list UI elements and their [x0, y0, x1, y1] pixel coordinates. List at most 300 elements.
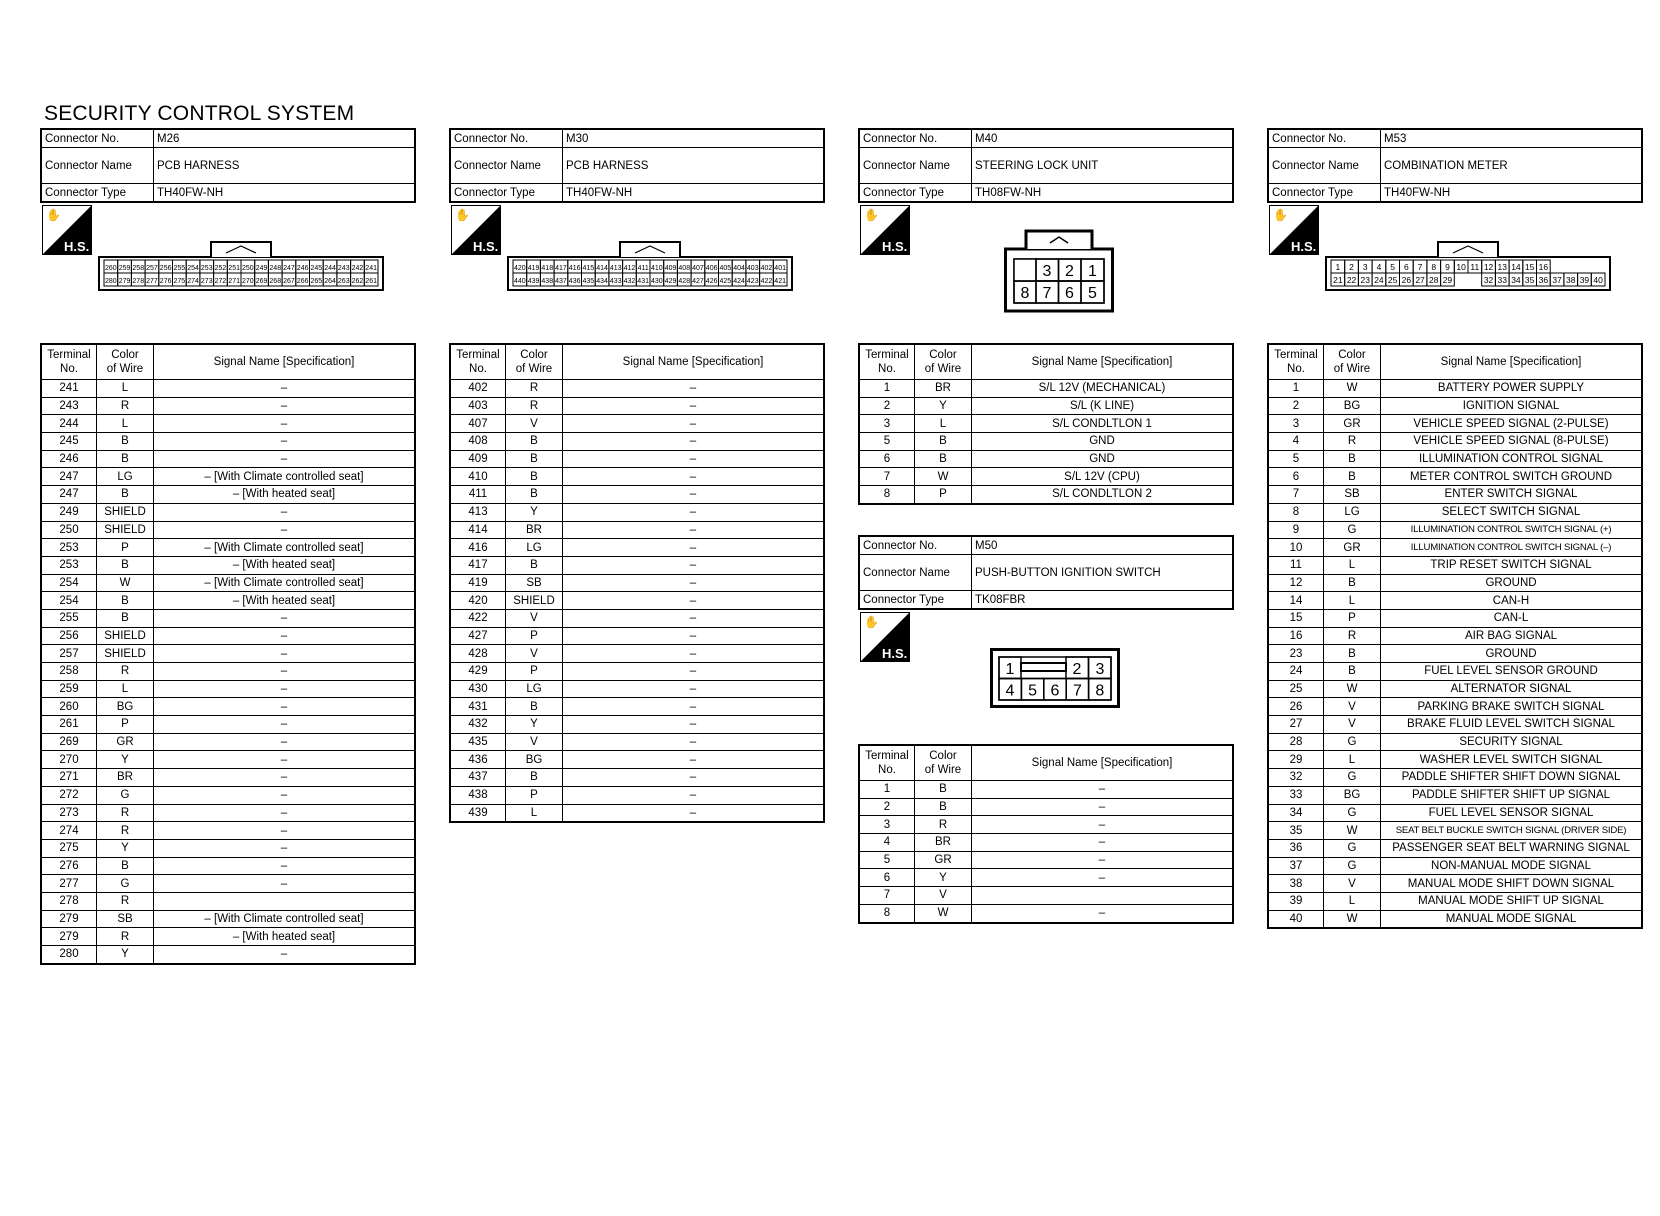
signal-name-cell: – [With heated seat]	[154, 486, 416, 504]
wire-color-cell: B	[1324, 468, 1381, 486]
wire-color-cell: B	[97, 556, 154, 574]
terminal-no-cell: 8	[859, 486, 915, 504]
table-row	[1268, 539, 1642, 557]
harness-side-icon	[451, 205, 501, 255]
table-row	[450, 450, 824, 468]
terminal-no-cell: 437	[450, 769, 506, 787]
svg-text:40: 40	[1593, 275, 1603, 285]
svg-text:266: 266	[296, 278, 309, 285]
signal-header: Signal Name [Specification]	[972, 344, 1234, 380]
terminal-no-cell: 432	[450, 716, 506, 734]
signal-name-cell: –	[154, 786, 416, 804]
svg-text:427: 427	[692, 278, 704, 285]
table-row	[1268, 786, 1642, 804]
signal-name-cell: S/L (K LINE)	[972, 397, 1234, 415]
svg-text:274: 274	[187, 278, 199, 285]
terminal-no-cell: 403	[450, 397, 506, 415]
svg-text:254: 254	[187, 265, 199, 272]
signal-name-cell: WASHER LEVEL SWITCH SIGNAL	[1381, 751, 1643, 769]
terminal-no-cell: 11	[1268, 556, 1324, 574]
wire-color-cell: B	[506, 698, 563, 716]
table-row	[41, 645, 415, 663]
terminal-no-cell: 254	[41, 574, 97, 592]
connector-info-table	[40, 128, 416, 203]
svg-text:418: 418	[541, 265, 554, 272]
signal-name-cell: –	[154, 875, 416, 893]
signal-name-cell: – [With heated seat]	[154, 592, 416, 610]
connector-pin-layout	[990, 648, 1120, 708]
wire-color-cell: Y	[97, 751, 154, 769]
svg-text:256: 256	[159, 265, 172, 272]
svg-text:241: 241	[365, 265, 377, 272]
table-row	[41, 380, 415, 398]
wire-color-cell: SHIELD	[506, 592, 563, 610]
svg-text:415: 415	[582, 265, 595, 272]
svg-text:406: 406	[705, 265, 718, 272]
table-row	[1268, 433, 1642, 451]
svg-text:412: 412	[623, 265, 636, 272]
wire-color-cell: BG	[97, 698, 154, 716]
svg-text:273: 273	[200, 278, 213, 285]
signal-name-cell: – [With Climate controlled seat]	[154, 539, 416, 557]
wire-color-cell: B	[915, 450, 972, 468]
terminal-no-cell: 271	[41, 769, 97, 787]
svg-text:408: 408	[678, 265, 691, 272]
terminal-table	[40, 343, 416, 965]
terminal-no-cell: 253	[41, 539, 97, 557]
signal-name-cell: –	[563, 380, 825, 398]
svg-text:430: 430	[651, 278, 663, 285]
signal-name-cell: –	[972, 816, 1234, 834]
signal-name-cell: MANUAL MODE SHIFT DOWN SIGNAL	[1381, 875, 1643, 893]
hs-label: H.S.	[1291, 239, 1317, 254]
table-row	[1268, 875, 1642, 893]
svg-text:403: 403	[746, 265, 759, 272]
connector-m30	[449, 128, 825, 823]
connector-name-value: PUSH-BUTTON IGNITION SWITCH	[972, 555, 1234, 591]
terminal-no-cell: 4	[859, 834, 915, 852]
table-row	[450, 627, 824, 645]
svg-text:436: 436	[568, 278, 581, 285]
terminal-no-cell: 430	[450, 680, 506, 698]
signal-name-cell: FUEL LEVEL SENSOR GROUND	[1381, 663, 1643, 681]
terminal-no-cell: 420	[450, 592, 506, 610]
wire-color-cell: Y	[915, 869, 972, 887]
svg-text:36: 36	[1538, 275, 1549, 285]
wire-color-cell: P	[1324, 609, 1381, 627]
svg-text:263: 263	[337, 278, 350, 285]
wire-color-cell: P	[97, 716, 154, 734]
table-row	[41, 574, 415, 592]
svg-text:16: 16	[1538, 262, 1549, 272]
terminal-no-cell: 417	[450, 556, 506, 574]
terminal-no-cell: 256	[41, 627, 97, 645]
svg-text:249: 249	[255, 265, 268, 272]
svg-text:259: 259	[118, 265, 131, 272]
signal-name-cell: CAN-H	[1381, 592, 1643, 610]
table-row	[41, 928, 415, 946]
table-row	[450, 486, 824, 504]
svg-text:432: 432	[623, 278, 636, 285]
signal-name-cell: –	[154, 627, 416, 645]
signal-name-cell: ILLUMINATION CONTROL SWITCH SIGNAL (–)	[1381, 539, 1643, 557]
svg-text:14: 14	[1511, 262, 1521, 272]
signal-name-cell: –	[154, 822, 416, 840]
svg-text:267: 267	[283, 278, 295, 285]
table-row	[41, 822, 415, 840]
hs-label: H.S.	[882, 239, 908, 254]
table-row	[450, 716, 824, 734]
svg-text:417: 417	[555, 265, 567, 272]
svg-text:265: 265	[310, 278, 323, 285]
wire-color-cell: G	[1324, 804, 1381, 822]
table-row	[450, 786, 824, 804]
terminal-no-cell: 402	[450, 380, 506, 398]
wire-color-cell: L	[1324, 751, 1381, 769]
signal-name-cell: –	[154, 769, 416, 787]
wire-color-cell: G	[1324, 839, 1381, 857]
svg-text:4: 4	[1005, 682, 1015, 700]
terminal-no-cell: 279	[41, 928, 97, 946]
terminal-no-cell: 2	[1268, 397, 1324, 415]
terminal-no-cell: 5	[859, 851, 915, 869]
terminal-no-cell: 3	[859, 415, 915, 433]
wire-color-cell: SB	[1324, 486, 1381, 504]
signal-header: Signal Name [Specification]	[563, 344, 825, 380]
svg-text:269: 269	[255, 278, 268, 285]
terminal-no-cell: 269	[41, 733, 97, 751]
wire-color-cell: P	[506, 663, 563, 681]
svg-text:23: 23	[1360, 275, 1370, 285]
signal-name-cell: –	[154, 521, 416, 539]
terminal-no-cell: 409	[450, 450, 506, 468]
signal-name-cell: –	[563, 450, 825, 468]
wire-color-cell: B	[506, 450, 563, 468]
terminal-no-cell: 247	[41, 468, 97, 486]
signal-name-cell	[972, 887, 1234, 905]
wire-color-cell: V	[915, 887, 972, 905]
wire-color-cell: B	[915, 433, 972, 451]
svg-text:275: 275	[173, 278, 186, 285]
terminal-no-cell: 259	[41, 680, 97, 698]
terminal-table	[858, 744, 1234, 924]
table-row	[1268, 716, 1642, 734]
table-row	[859, 887, 1233, 905]
terminal-no-cell: 255	[41, 609, 97, 627]
svg-text:7: 7	[1072, 682, 1082, 700]
signal-name-cell: S/L CONDLTLON 1	[972, 415, 1234, 433]
table-row	[1268, 769, 1642, 787]
svg-text:✋: ✋	[864, 208, 879, 222]
terminal-no-cell: 258	[41, 663, 97, 681]
table-row	[859, 834, 1233, 852]
table-row	[41, 486, 415, 504]
connector-diagram	[449, 203, 825, 343]
signal-name-cell: –	[154, 804, 416, 822]
table-row	[1268, 839, 1642, 857]
svg-text:245: 245	[310, 265, 323, 272]
svg-text:429: 429	[664, 278, 677, 285]
svg-text:258: 258	[132, 265, 145, 272]
terminal-no-cell: 407	[450, 415, 506, 433]
svg-text:26: 26	[1401, 275, 1412, 285]
signal-name-cell: –	[563, 733, 825, 751]
terminal-no-cell: 6	[859, 869, 915, 887]
wire-color-cell: BG	[506, 751, 563, 769]
table-row	[41, 839, 415, 857]
wire-color-cell: SB	[97, 910, 154, 928]
svg-text:6: 6	[1403, 262, 1409, 272]
svg-text:15: 15	[1524, 262, 1535, 272]
label-connector-no: Connector No.	[41, 129, 154, 148]
wire-color-cell: B	[915, 798, 972, 816]
connector-name-value: PCB HARNESS	[154, 148, 416, 184]
table-row	[859, 486, 1233, 504]
wire-color-cell: B	[97, 450, 154, 468]
terminal-no-header: Terminal No.	[41, 344, 97, 380]
table-row	[41, 698, 415, 716]
table-row	[41, 680, 415, 698]
signal-name-cell: –	[154, 415, 416, 433]
svg-text:260: 260	[105, 265, 117, 272]
wire-color-cell: R	[506, 397, 563, 415]
terminal-no-cell: 280	[41, 946, 97, 964]
wire-color-cell: Y	[97, 839, 154, 857]
terminal-no-cell: 6	[1268, 468, 1324, 486]
terminal-no-cell: 422	[450, 609, 506, 627]
svg-text:405: 405	[719, 265, 732, 272]
table-row	[859, 781, 1233, 799]
table-row	[450, 521, 824, 539]
svg-text:279: 279	[118, 278, 131, 285]
wire-color-cell: B	[506, 769, 563, 787]
signal-name-cell: TRIP RESET SWITCH SIGNAL	[1381, 556, 1643, 574]
svg-text:401: 401	[774, 265, 786, 272]
svg-text:✋: ✋	[455, 208, 470, 222]
terminal-no-cell: 8	[1268, 503, 1324, 521]
signal-name-cell: –	[563, 468, 825, 486]
table-row	[41, 556, 415, 574]
wire-color-cell: BG	[1324, 397, 1381, 415]
wire-color-cell: B	[1324, 645, 1381, 663]
wire-color-cell: V	[506, 733, 563, 751]
signal-name-cell: –	[563, 698, 825, 716]
terminal-no-cell: 272	[41, 786, 97, 804]
signal-name-cell: – [With heated seat]	[154, 556, 416, 574]
wire-color-cell: R	[97, 822, 154, 840]
table-row	[859, 851, 1233, 869]
terminal-no-header: Terminal No.	[1268, 344, 1324, 380]
signal-name-cell: –	[563, 397, 825, 415]
label-connector-type: Connector Type	[450, 184, 563, 203]
terminal-no-cell: 414	[450, 521, 506, 539]
signal-name-cell: MANUAL MODE SHIFT UP SIGNAL	[1381, 892, 1643, 910]
signal-name-cell: SEAT BELT BUCKLE SWITCH SIGNAL (DRIVER SIDE)	[1381, 822, 1643, 840]
svg-text:419: 419	[527, 265, 540, 272]
svg-text:2: 2	[1065, 263, 1074, 280]
signal-name-cell: –	[154, 397, 416, 415]
table-row	[1268, 415, 1642, 433]
table-row	[41, 503, 415, 521]
svg-text:1: 1	[1335, 262, 1341, 272]
svg-text:425: 425	[719, 278, 732, 285]
color-header: Color of Wire	[1324, 344, 1381, 380]
color-header: Color of Wire	[915, 344, 972, 380]
terminal-no-cell: 247	[41, 486, 97, 504]
signal-name-cell: PASSENGER SEAT BELT WARNING SIGNAL	[1381, 839, 1643, 857]
terminal-no-cell: 419	[450, 574, 506, 592]
terminal-no-cell: 244	[41, 415, 97, 433]
svg-text:3: 3	[1095, 661, 1105, 678]
connector-info-table	[449, 128, 825, 203]
terminal-no-cell: 260	[41, 698, 97, 716]
terminal-no-cell: 40	[1268, 910, 1324, 928]
table-row	[1268, 733, 1642, 751]
svg-text:9: 9	[1445, 262, 1450, 272]
terminal-no-header: Terminal No.	[859, 344, 915, 380]
table-row	[1268, 822, 1642, 840]
svg-text:437: 437	[555, 278, 567, 285]
svg-text:439: 439	[527, 278, 540, 285]
svg-text:242: 242	[351, 265, 364, 272]
svg-text:38: 38	[1566, 275, 1576, 285]
signal-name-cell: PADDLE SHIFTER SHIFT DOWN SIGNAL	[1381, 769, 1643, 787]
signal-name-cell: –	[154, 946, 416, 964]
wire-color-cell: BR	[915, 834, 972, 852]
wire-color-cell: B	[1324, 574, 1381, 592]
signal-name-cell: –	[563, 556, 825, 574]
svg-text:8: 8	[1431, 262, 1437, 272]
terminal-no-cell: 438	[450, 786, 506, 804]
terminal-no-cell: 10	[1268, 539, 1324, 557]
signal-name-cell: –	[154, 680, 416, 698]
table-row	[1268, 486, 1642, 504]
signal-name-cell: –	[972, 904, 1234, 922]
wire-color-cell: R	[506, 380, 563, 398]
svg-text:276: 276	[159, 278, 172, 285]
table-row	[450, 663, 824, 681]
signal-name-cell: –	[563, 716, 825, 734]
svg-text:264: 264	[324, 278, 336, 285]
svg-text:27: 27	[1415, 275, 1425, 285]
svg-text:25: 25	[1387, 275, 1398, 285]
table-row	[41, 592, 415, 610]
table-row	[41, 468, 415, 486]
table-row	[41, 521, 415, 539]
terminal-no-cell: 279	[41, 910, 97, 928]
table-row	[859, 415, 1233, 433]
svg-text:34: 34	[1511, 275, 1521, 285]
svg-text:438: 438	[541, 278, 554, 285]
signal-name-cell: CAN-L	[1381, 609, 1643, 627]
table-row	[41, 716, 415, 734]
connector-diagram	[858, 610, 1234, 744]
table-row	[859, 433, 1233, 451]
table-row	[450, 609, 824, 627]
terminal-no-cell: 28	[1268, 733, 1324, 751]
connector-pin-layout	[1004, 229, 1114, 313]
table-row	[1268, 857, 1642, 875]
wire-color-cell: SHIELD	[97, 521, 154, 539]
svg-text:2: 2	[1072, 661, 1082, 678]
svg-text:2: 2	[1349, 262, 1354, 272]
wire-color-cell: GR	[97, 733, 154, 751]
signal-name-cell: –	[154, 645, 416, 663]
signal-name-cell: ALTERNATOR SIGNAL	[1381, 680, 1643, 698]
signal-name-cell: –	[154, 839, 416, 857]
terminal-no-cell: 8	[859, 904, 915, 922]
terminal-no-cell: 9	[1268, 521, 1324, 539]
connector-m26	[40, 128, 416, 965]
svg-text:5: 5	[1028, 682, 1038, 700]
wire-color-cell: GR	[915, 851, 972, 869]
terminal-no-cell: 428	[450, 645, 506, 663]
table-row	[41, 397, 415, 415]
harness-side-icon	[860, 612, 910, 662]
svg-text:246: 246	[296, 265, 309, 272]
wire-color-cell: BR	[97, 769, 154, 787]
label-connector-no: Connector No.	[859, 536, 972, 555]
terminal-no-cell: 257	[41, 645, 97, 663]
terminal-no-cell: 7	[1268, 486, 1324, 504]
table-row	[41, 857, 415, 875]
wire-color-cell: L	[97, 380, 154, 398]
svg-text:424: 424	[733, 278, 745, 285]
wire-color-cell: W	[915, 904, 972, 922]
wire-color-cell: W	[1324, 822, 1381, 840]
connector-no-value: M40	[972, 129, 1234, 148]
color-header: Color of Wire	[97, 344, 154, 380]
wire-color-cell: R	[97, 663, 154, 681]
signal-name-cell: S/L 12V (CPU)	[972, 468, 1234, 486]
connector-m50	[858, 535, 1234, 924]
signal-header: Signal Name [Specification]	[154, 344, 416, 380]
wire-color-cell: SHIELD	[97, 627, 154, 645]
table-row	[1268, 397, 1642, 415]
wire-color-cell: L	[1324, 892, 1381, 910]
table-row	[41, 433, 415, 451]
table-row	[41, 450, 415, 468]
label-connector-no: Connector No.	[1268, 129, 1381, 148]
terminal-no-cell: 15	[1268, 609, 1324, 627]
signal-name-cell: –	[154, 450, 416, 468]
signal-name-cell: SELECT SWITCH SIGNAL	[1381, 503, 1643, 521]
svg-text:22: 22	[1346, 275, 1357, 285]
wire-color-cell: L	[97, 680, 154, 698]
wire-color-cell: B	[506, 468, 563, 486]
table-row	[450, 733, 824, 751]
signal-name-cell: –	[563, 433, 825, 451]
wire-color-cell: L	[506, 804, 563, 822]
connector-no-value: M50	[972, 536, 1234, 555]
terminal-no-cell: 411	[450, 486, 506, 504]
signal-name-cell: –	[154, 503, 416, 521]
wire-color-cell: W	[1324, 380, 1381, 398]
terminal-no-cell: 29	[1268, 751, 1324, 769]
wire-color-cell: V	[1324, 698, 1381, 716]
terminal-no-cell: 278	[41, 892, 97, 910]
signal-name-cell: –	[563, 486, 825, 504]
svg-text:402: 402	[760, 265, 773, 272]
table-row	[1268, 592, 1642, 610]
wire-color-cell: R	[97, 804, 154, 822]
wire-color-cell: R	[1324, 627, 1381, 645]
svg-text:28: 28	[1429, 275, 1439, 285]
svg-text:440: 440	[514, 278, 526, 285]
terminal-no-cell: 33	[1268, 786, 1324, 804]
hs-label: H.S.	[473, 239, 499, 254]
signal-name-cell: –	[563, 786, 825, 804]
